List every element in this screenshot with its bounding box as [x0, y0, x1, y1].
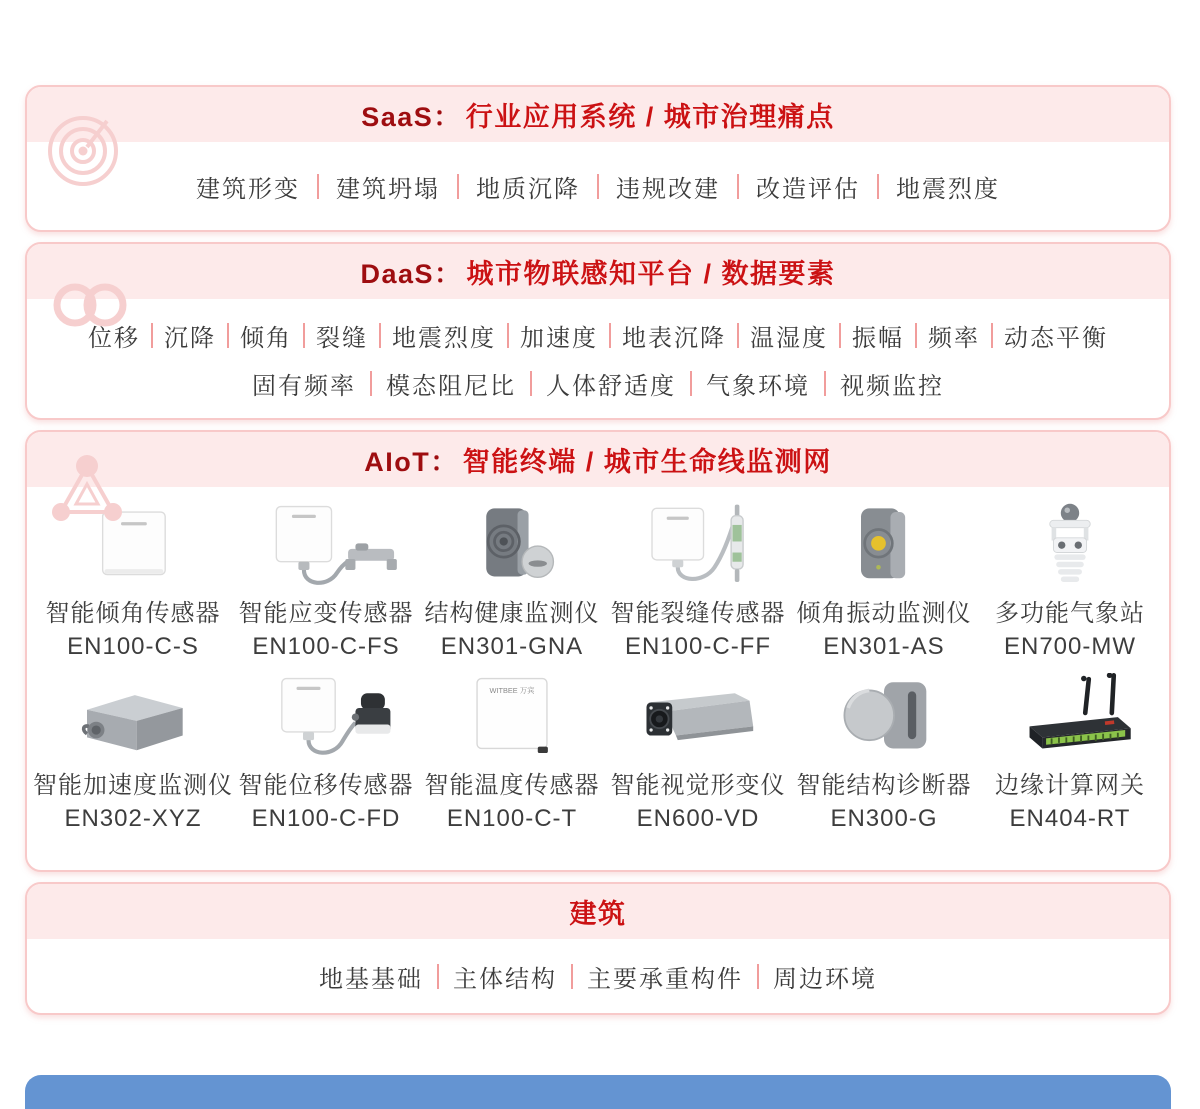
daas-item: 振幅: [852, 325, 904, 352]
saas-section-header: [27, 87, 1169, 142]
item-divider: [690, 371, 692, 396]
tilt-vibration-image: [804, 501, 964, 593]
item-divider: [379, 323, 381, 348]
aiot-section-header: [27, 432, 1169, 487]
daas-item: 动态平衡: [1004, 325, 1108, 352]
item-divider: [991, 323, 993, 348]
item-divider: [877, 174, 879, 199]
product-name: 智能裂缝传感器: [610, 600, 786, 627]
product-name: 智能倾角传感器: [45, 600, 221, 627]
daas-item: 人体舒适度: [546, 373, 676, 400]
saas-title-prefix: SaaS：: [361, 102, 462, 132]
saas-title-text: 行业应用系统 / 城市治理痛点: [465, 102, 835, 132]
product-model: EN100-C-FF: [624, 633, 772, 660]
daas-item: 倾角: [240, 325, 292, 352]
item-divider: [370, 371, 372, 396]
tilt-sensor-image: [53, 501, 213, 593]
product-model: EN100-C-FD: [251, 805, 401, 832]
daas-item: 气象环境: [706, 373, 810, 400]
item-divider: [839, 323, 841, 348]
daas-section-header: [27, 244, 1169, 299]
vision-camera-image: [618, 673, 778, 765]
building-item: 主要承重构件: [587, 965, 743, 993]
next-section-header-peek: [25, 1075, 1171, 1109]
product-model: EN100-C-FS: [252, 633, 400, 660]
product-grid: [27, 487, 1169, 835]
building-item: 地基基础: [319, 965, 423, 993]
item-divider: [317, 174, 319, 199]
product-model: EN100-C-S: [67, 633, 199, 660]
daas-item: 固有频率: [252, 373, 356, 400]
building-section-header: [27, 884, 1169, 939]
building-items-row: [27, 939, 1169, 1013]
product-cell: [977, 673, 1163, 835]
saas-item: 改造评估: [756, 175, 860, 203]
product-cell: [233, 501, 419, 663]
product-name: 智能视觉形变仪: [610, 772, 786, 799]
product-name: 结构健康监测仪: [424, 600, 600, 627]
item-divider: [737, 174, 739, 199]
item-divider: [227, 323, 229, 348]
product-model: EN301-AS: [823, 633, 945, 660]
product-model: EN700-MW: [1003, 633, 1137, 660]
daas-section-title: [360, 252, 835, 291]
daas-title-text: 城市物联感知平台 / 数据要素: [466, 259, 836, 289]
product-name: 倾角振动监测仪: [796, 600, 972, 627]
daas-item: 模态阻尼比: [386, 373, 516, 400]
daas-item: 频率: [928, 325, 980, 352]
product-cell: [233, 673, 419, 835]
saas-item: 地震烈度: [896, 175, 1000, 203]
product-name: 边缘计算网关: [995, 772, 1145, 799]
saas-item: 违规改建: [616, 175, 720, 203]
aiot-title-text: 智能终端 / 城市生命线监测网: [462, 447, 832, 477]
daas-items-row-2: [27, 366, 1169, 401]
item-divider: [824, 371, 826, 396]
item-divider: [437, 964, 439, 989]
daas-items-body: [27, 299, 1169, 420]
displacement-sensor-image: [246, 673, 406, 765]
aiot-title-prefix: AIoT：: [364, 447, 459, 477]
product-cell: [605, 501, 791, 663]
brand-label: WITBEE 万宾: [489, 686, 535, 696]
saas-items-row: [27, 142, 1169, 230]
saas-section-card: [25, 85, 1171, 232]
daas-item: 加速度: [520, 325, 598, 352]
product-name: 智能位移传感器: [238, 772, 414, 799]
product-name: 多功能气象站: [995, 600, 1145, 627]
daas-items-row-1: [27, 318, 1169, 353]
health-monitor-image: [432, 501, 592, 593]
item-divider: [737, 323, 739, 348]
saas-item: 建筑形变: [196, 175, 300, 203]
item-divider: [507, 323, 509, 348]
item-divider: [609, 323, 611, 348]
daas-item: 地震烈度: [392, 325, 496, 352]
item-divider: [757, 964, 759, 989]
product-model: EN600-VD: [636, 805, 760, 832]
item-divider: [530, 371, 532, 396]
temperature-sensor-image: [432, 673, 592, 765]
product-cell: [33, 501, 233, 663]
aiot-section-title: [364, 440, 832, 479]
saas-section-title: [361, 95, 835, 134]
building-title-text: 建筑: [569, 899, 627, 929]
daas-title-prefix: DaaS：: [360, 259, 463, 289]
product-cell: [791, 501, 977, 663]
product-cell: [605, 673, 791, 835]
item-divider: [571, 964, 573, 989]
daas-item: 视频监控: [840, 373, 944, 400]
daas-item: 地表沉降: [622, 325, 726, 352]
daas-section-card: [25, 242, 1171, 420]
item-divider: [151, 323, 153, 348]
product-model: EN301-GNA: [440, 633, 584, 660]
product-cell: [419, 673, 605, 835]
product-cell: [977, 501, 1163, 663]
item-divider: [597, 174, 599, 199]
daas-item: 位移: [88, 325, 140, 352]
item-divider: [915, 323, 917, 348]
building-item: 主体结构: [453, 965, 557, 993]
product-cell: [33, 673, 233, 835]
product-name: 智能温度传感器: [424, 772, 600, 799]
daas-item: 沉降: [164, 325, 216, 352]
crack-sensor-image: [618, 501, 778, 593]
product-name: 智能应变传感器: [238, 600, 414, 627]
item-divider: [457, 174, 459, 199]
building-item: 周边环境: [773, 965, 877, 993]
product-model: EN404-RT: [1009, 805, 1131, 832]
structure-diagnoser-image: [804, 673, 964, 765]
weather-station-image: [990, 501, 1150, 593]
product-model: EN100-C-T: [446, 805, 578, 832]
saas-item: 地质沉降: [476, 175, 580, 203]
product-model: EN300-G: [830, 805, 938, 832]
aiot-section-card: [25, 430, 1171, 872]
edge-gateway-image: [990, 673, 1150, 765]
product-cell: [791, 673, 977, 835]
product-model: EN302-XYZ: [64, 805, 202, 832]
building-section-card: [25, 882, 1171, 1015]
product-name: 智能加速度监测仪: [33, 772, 233, 799]
strain-sensor-image: [246, 501, 406, 593]
saas-item: 建筑坍塌: [336, 175, 440, 203]
product-cell: [419, 501, 605, 663]
daas-item: 温湿度: [750, 325, 828, 352]
daas-item: 裂缝: [316, 325, 368, 352]
building-section-title: [570, 892, 627, 931]
item-divider: [303, 323, 305, 348]
product-name: 智能结构诊断器: [796, 772, 972, 799]
accelerometer-image: [53, 673, 213, 765]
